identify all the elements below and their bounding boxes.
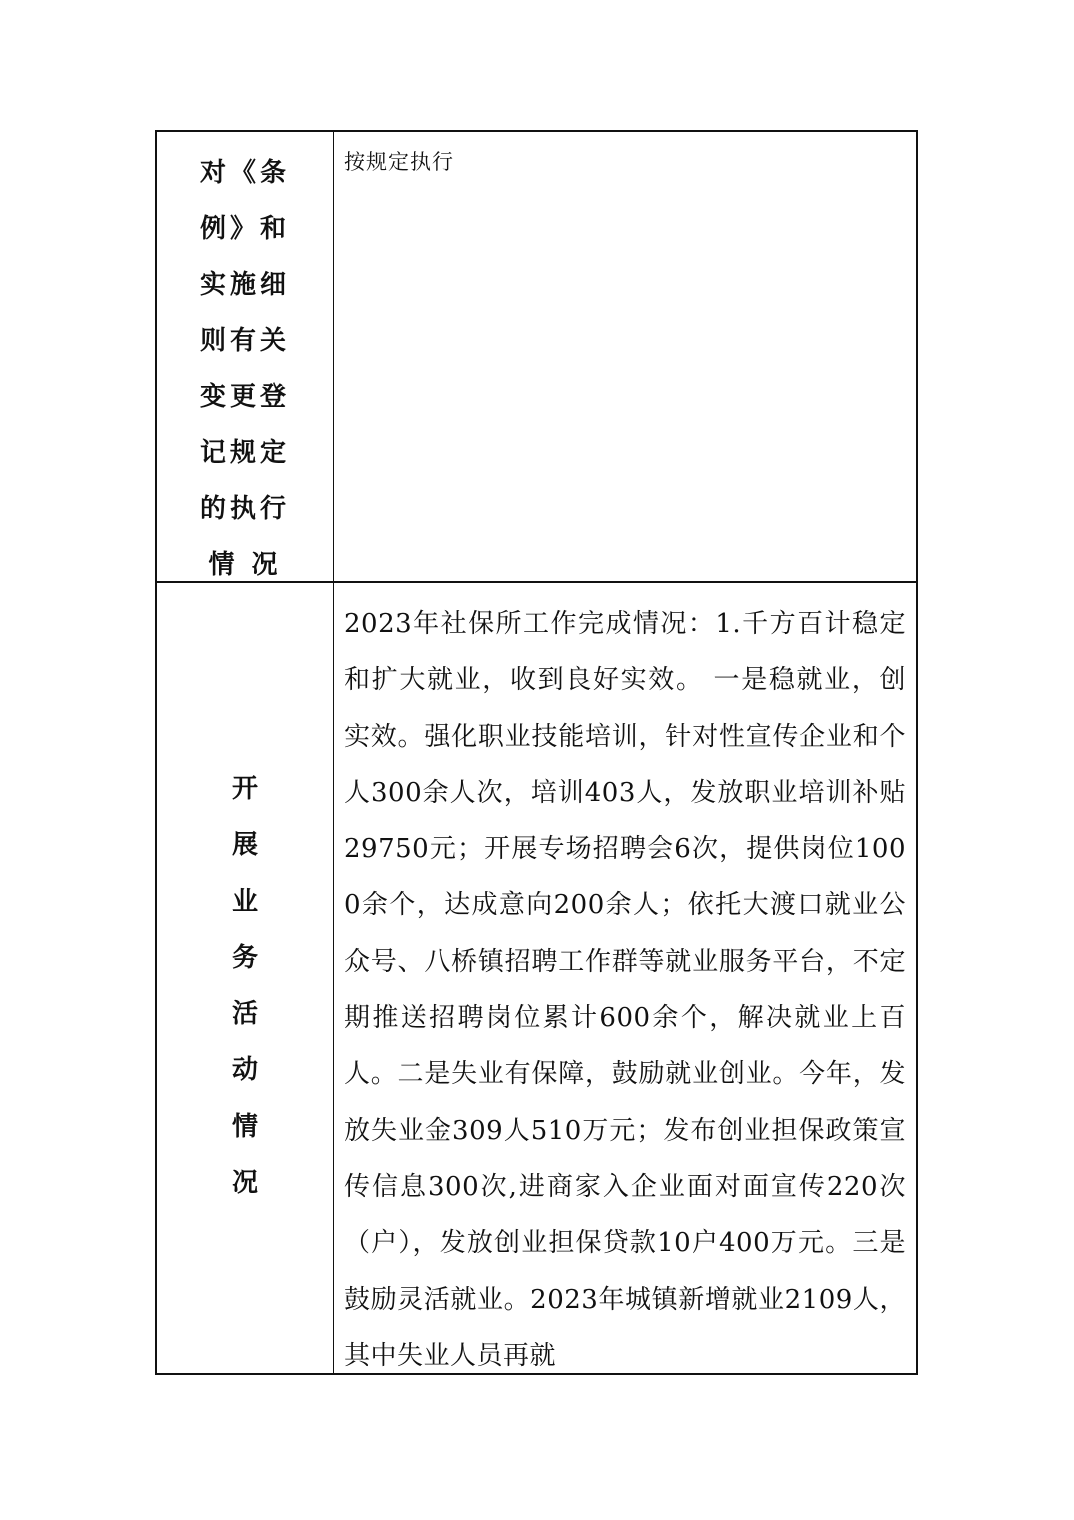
table-row-change-registration <box>157 132 916 583</box>
row-label-business-activities: 开 展 业 务 活 动 情 况 <box>231 774 258 1199</box>
document-table <box>155 130 918 1375</box>
row-label-cell <box>157 583 334 1373</box>
row-content-business-activities: 2023年社保所工作完成情况：1.千方百计稳定和扩大就业，收到良好实效。 一是稳就业，创实效。强化职业技能培训，针对性宣传企业和个人300余人次，培训403人，发放职业培训补贴29750元；开展专场招聘会6次，提供岗位1000余个，达成意向200余人；依托大渡口就业公众号、八桥镇招聘工作群等就业服务平台，不定期推送招聘岗位累计600余个，解决就业上百人。二是失业有保障，鼓励就业创业。今年，发放失业金309人510万元；发布创业担保政策宣传信息300次,进商家入企业面对面宣传220次（户），发放创业担保贷款10户400万元。三是鼓励灵活就业。2023年城镇新增就业2109人，其中失业人员再就 <box>344 609 906 1371</box>
row-label-change-registration: 对《条 例》和 实施细 则有关 变更登 记规定 的执行 情 况 <box>199 158 290 580</box>
row-content-change-registration: 按规定执行 <box>344 150 454 174</box>
table-row-business-activities <box>157 583 916 1373</box>
row-label-cell <box>157 132 334 581</box>
